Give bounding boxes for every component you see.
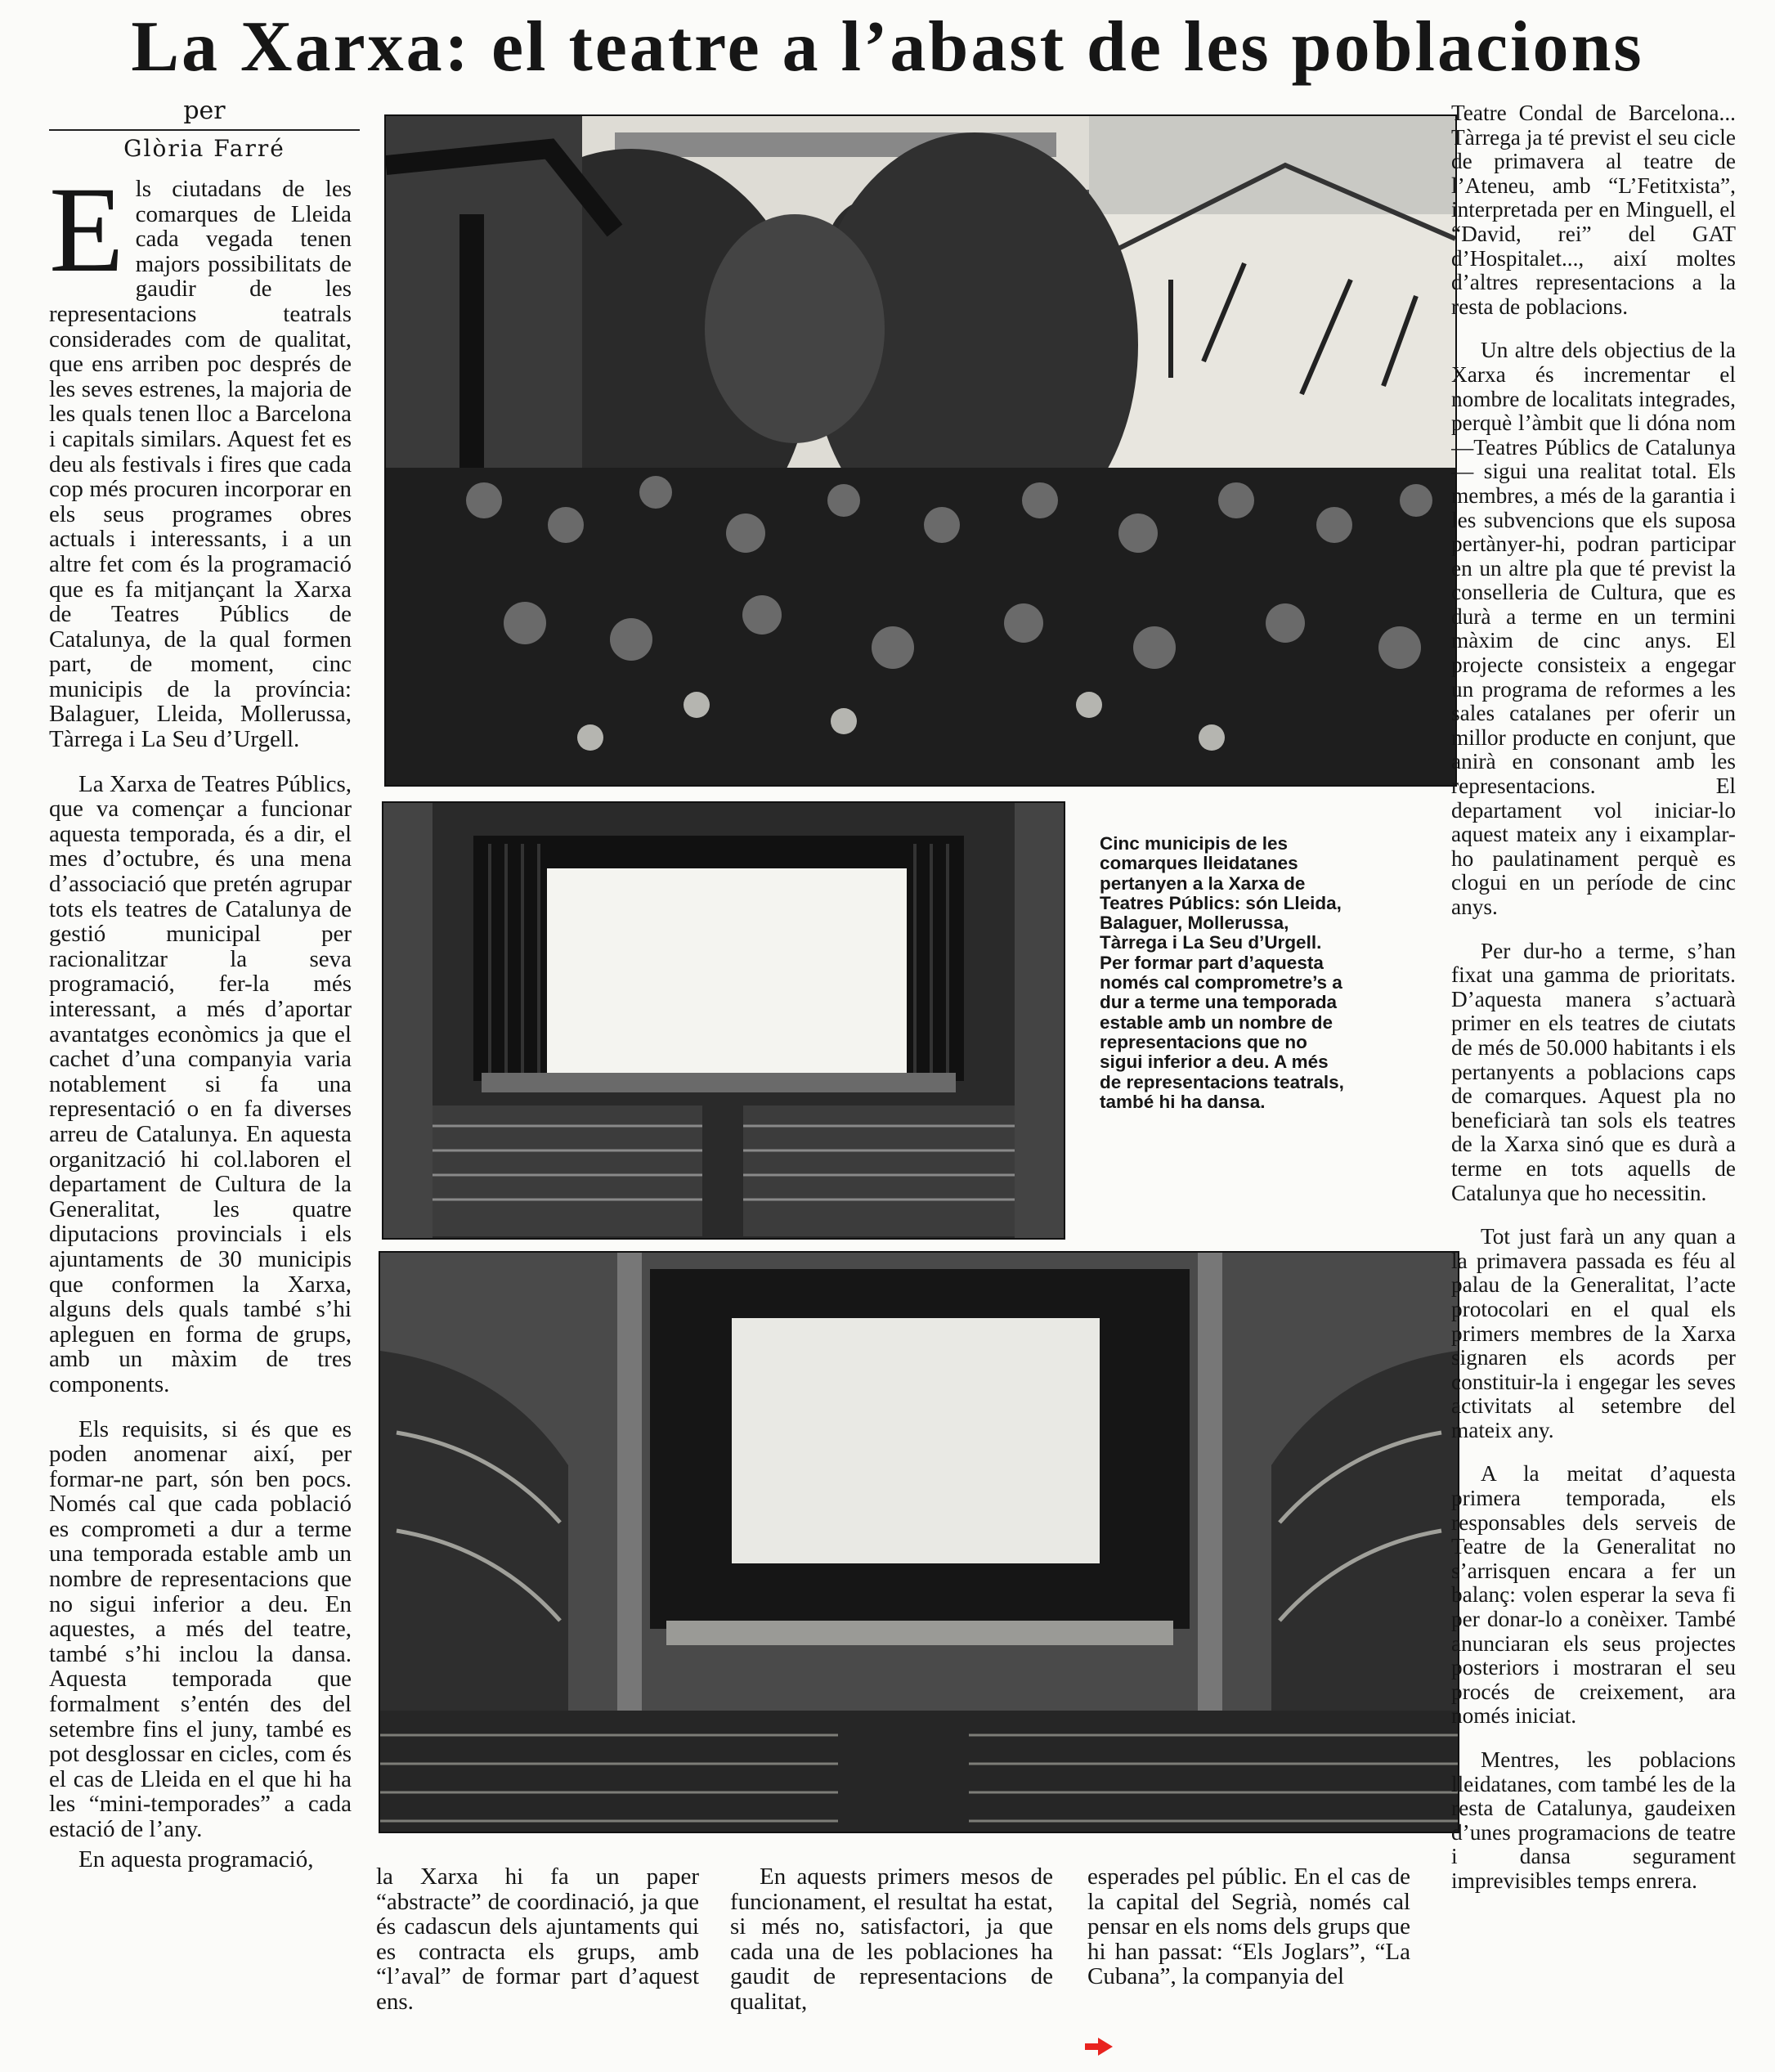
column-3 (730, 1864, 1053, 2069)
column-2 (376, 1864, 699, 2069)
paragraph: Tot just farà un any quan a la primavera passada es féu al palau de la Generalitat, l’acte protocolari en el qual els primers membres de la Xarxa signaren els acords per constituir-la i engegar les seves activitats al setembre del mateix any. (1451, 1224, 1736, 1442)
column-5 (1451, 101, 1736, 2064)
paragraph: Un altre dels objectius de la Xarxa és incrementar el nombre de localitats integrades, perquè l’àmbit que li dóna nom —Teatres Públics de Catalunya— sigui una realitat total. Els membres, a més de la garantia i les subvencions que els suposa pertànyer-hi, podran participar en un altre pla que té previst la conselleria de Cultura, que es durà a terme en un termini màxim de cinc anys. El projecte consisteix a engegar un programa de reformes a les sales catalanes per oferir un millor producte en conjunt, que anirà en consonant amb les representacions. El departament vol iniciar-lo aquest mateix any i eixamplar-ho paulatinament perquè es clogui en un període de cinc anys. (1451, 338, 1736, 919)
paragraph: Teatre Condal de Barcelona... Tàrrega ja té previst el seu cicle de primavera al teatre de l’Ateneu, amb “L’Fetitxista”, interpretada per en Minguell, el “David, rei” del GAT d’Hospitalet..., així moltes d’altres representacions a la resta de poblacions. (1451, 101, 1736, 319)
headline: La Xarxa: el teatre a l’abast de les poblacions (131, 7, 1644, 87)
photo-caption: Cinc municipis de les comarques lleidatanes pertanyen a la Xarxa de Teatres Públics: són Lleida, Balaguer, Mollerussa, Tàrrega i La Seu d’Urgell. Per formar part d’aquesta només cal comprometre’s a dur a terme una temporada estable amb un nombre de representacions que no sigui inferior a deu. A més de representacions teatrals, també hi ha dansa. (1100, 833, 1344, 1112)
photo-theatre-facade (384, 114, 1457, 787)
paragraph: En aquesta programació, (78, 1846, 314, 1872)
byline-per: per (183, 96, 226, 125)
paragraph: Mentres, les poblacions lleidatanes, com també les de la resta de Catalunya, gaudeixen d’unes programacions de teatre i dansa segurament imprevisibles temps enrera. (1451, 1747, 1736, 1893)
byline-author: Glòria Farré (123, 135, 285, 162)
drop-cap: E (49, 177, 124, 298)
paragraph: Els ciutadans de les comarques de Lleida cada vegada tenen majors possibilitats de gaudir de les representacions teatrals considerades com de qualitat, que ens arriben poc després de les seves estrenes, la majoria de les quals tenen lloc a Barcelona i capitals similars. Aquest fet es deu als festivals i fires que cada cop més procuren incorporar en els seus programes obres actuals i interessants, i a un altre fet com és la programació que es fa mitjançant la Xarxa de Teatres Públics de Catalunya, de la qual formen part, de moment, cinc municipis de la província: Balaguer, Lleida, Mollerussa, Tàrrega i La Seu d’Urgell. (49, 177, 352, 753)
photo-theatre-stage (382, 801, 1065, 1240)
column-1 (49, 177, 352, 2065)
paragraph: Per dur-ho a terme, s’han fixat una gamma de prioritats. D’aquesta manera s’actuarà primer en els teatres de ciutats de més de 50.000 habitants i els pertanyents a poblacions caps de comarques. Aquest pla no beneficiarà tan sols els teatres de la Xarxa sinó que es durà a terme en tots aquells de Catalunya que ho necessitin. (1451, 938, 1736, 1205)
byline-rule (49, 129, 360, 131)
paragraph: la Xarxa hi fa un paper “abstracte” de coordinació, ja que és cadascun dels ajuntaments qui es contracta els grups, amb “l’aval” de formar part d’aquest ens. (376, 1864, 699, 2015)
red-arrow-icon (1085, 2038, 1113, 2056)
paragraph: En aquests primers mesos de funcionament, el resultat ha estat, si més no, satisfactori, ja que cada una de les poblaciones ha gaudit de representacions de qualitat, (730, 1864, 1053, 2015)
paragraph: esperades pel públic. En el cas de la capital del Segrià, només cal pensar en els noms dels grups que hi han passat: “Els Joglars”, “La Cubana”, la companyia del (1087, 1864, 1410, 1990)
photo-theatre-auditorium (379, 1251, 1459, 1833)
paragraph: Els requisits, si és que es poden anomenar així, per formar-ne part, són ben pocs. Només cal que cada població es comprometi a dur a terme una temporada estable amb un nombre de representacions que no sigui inferior a deu. En aquestes, a més del teatre, també s’hi inclou la dansa. Aquesta temporada que formalment s’entén des del setembre fins el juny, també es pot desglossar en cicles, com és el cas de Lleida en el que hi ha les “mini-temporades” a cada estació de l’any. (49, 1415, 352, 1842)
column-4 (1087, 1864, 1410, 2069)
paragraph: La Xarxa de Teatres Públics, que va començar a funcionar aquesta temporada, és a dir, el mes d’octubre, és una mena d’associació que pretén agrupar tots els teatres de Catalunya de gestió municipal per racionalitzar la seva programació, fer-la més interessant, a més d’aportar avantatges econòmics ja que el cachet d’una companyia varia notablement si fa una representació o en fa diverses arreu de Catalunya. En aquesta organització hi col.laboren el departament de Cultura de la Generalitat, les quatre diputacions provincials i els ajuntaments de 30 municipis que conformen la Xarxa, alguns dels quals també s’hi apleguen en forma de grups, amb un màxim de tres components. (49, 770, 352, 1397)
paragraph: A la meitat d’aquesta primera temporada, els responsables dels serveis de Teatre de la Generalitat no s’arrisquen encara a fer un balanç: volen esperar la seva fi per donar-lo a conèixer. També anunciaran els seus projectes posteriors i mostraran el seu procés de creixement, ara només iniciat. (1451, 1461, 1736, 1729)
